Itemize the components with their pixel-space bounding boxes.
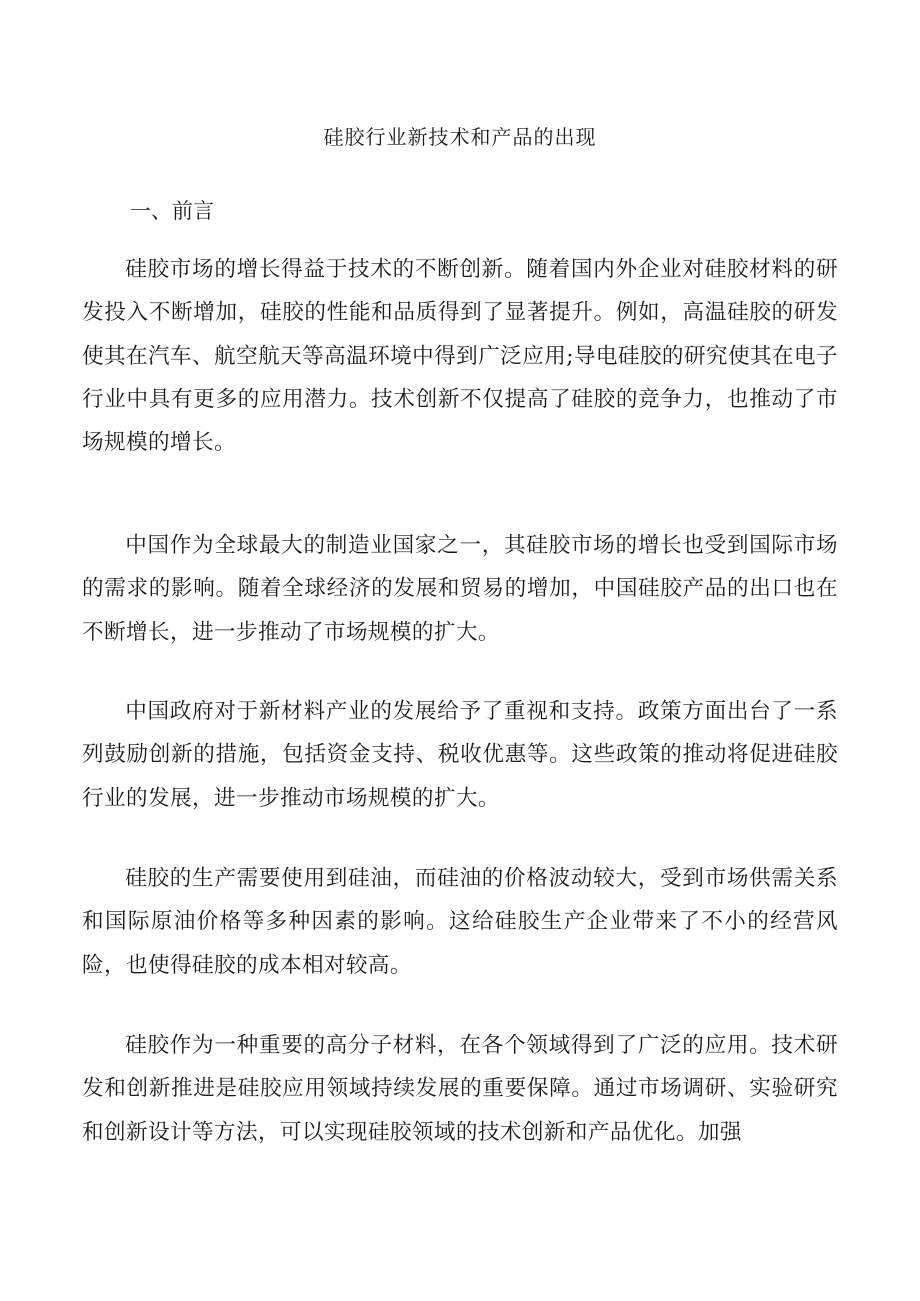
paragraph-4: 硅胶的生产需要使用到硅油，而硅油的价格波动较大，受到市场供需关系和国际原油价格等多种因素的影响。这给硅胶生产企业带来了不小的经营风险，也使得硅胶的成本相对较高。	[82, 866, 838, 978]
paragraph-1: 硅胶市场的增长得益于技术的不断创新。随着国内外企业对硅胶材料的研发投入不断增加，硅胶的性能和品质得到了显著提升。例如，高温硅胶的研发使其在汽车、航空航天等高温环境中得到广泛应用;导电硅胶的研究使其在电子行业中具有更多的应用潜力。技术创新不仅提高了硅胶的竞争力，也推动了市场规模的增长。	[82, 257, 838, 456]
document-title: 硅胶行业新技术和产品的出现	[323, 125, 597, 149]
paragraph-5: 硅胶作为一种重要的高分子材料，在各个领域得到了广泛的应用。技术研发和创新推进是硅胶应用领域持续发展的重要保障。通过市场调研、实验研究和创新设计等方法，可以实现硅胶领域的技术创新和产品优化。加强	[82, 1033, 838, 1145]
paragraph-3: 中国政府对于新材料产业的发展给予了重视和支持。政策方面出台了一系列鼓励创新的措施，包括资金支持、税收优惠等。这些政策的推动将促进硅胶行业的发展，进一步推动市场规模的扩大。	[82, 699, 838, 811]
section-heading: 一、前言	[130, 199, 214, 223]
paragraph-2: 中国作为全球最大的制造业国家之一，其硅胶市场的增长也受到国际市场的需求的影响。随着全球经济的发展和贸易的增加，中国硅胶产品的出口也在不断增长，进一步推动了市场规模的扩大。	[82, 533, 838, 645]
